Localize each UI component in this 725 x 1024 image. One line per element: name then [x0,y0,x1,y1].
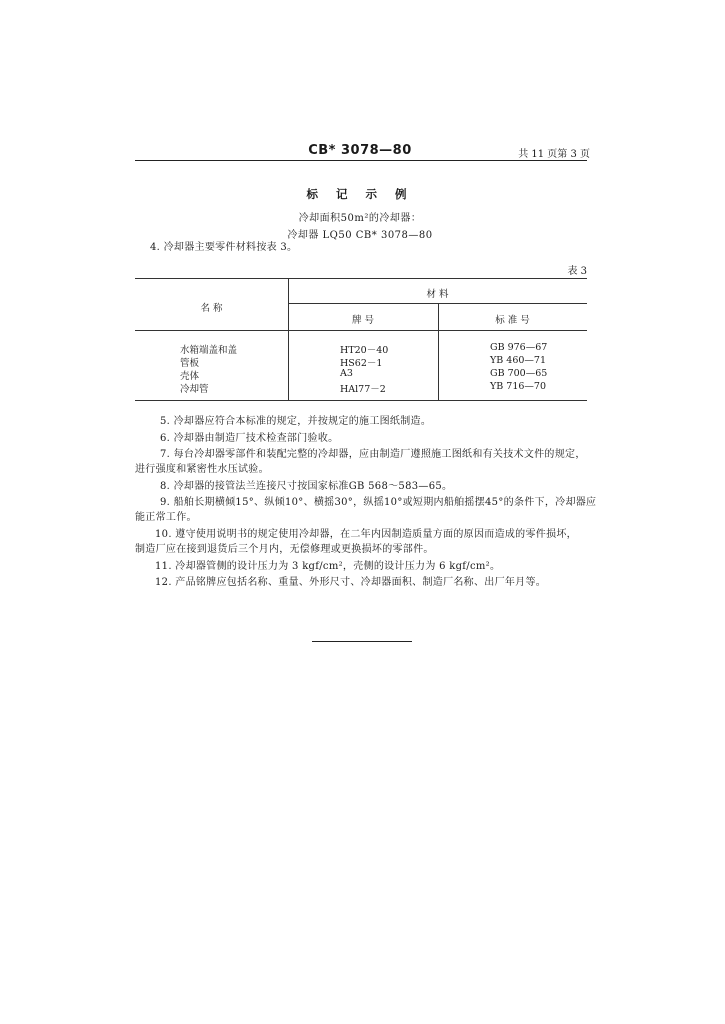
marking-example-line2: 冷却器 LQ50 CB* 3078—80 [287,230,433,241]
clause-7-line2: 进行强度和紧密性水压试验。 [135,464,269,475]
table-row-name: 水箱端盖和盖 [180,345,238,356]
standard-code: CB* 3078—80 [308,143,412,158]
table-row-grade: HS62－1 [340,358,383,369]
table-header-bottom-rule [135,330,587,331]
end-rule [312,641,412,642]
clause-9-line2: 能正常工作。 [135,512,197,523]
clause-10-line2: 制造厂应在接到退货后三个月内，无偿修理或更换损坏的零部件。 [135,544,434,555]
clause-11: 11. 冷却器管侧的设计压力为 3 kgf/cm²，壳侧的设计压力为 6 kgf/cm²。 [155,561,501,572]
clause-4: 4. 冷却器主要零件材料按表 3。 [150,242,298,253]
table-row-grade: HT20－40 [340,345,389,356]
table-header-material: 材 料 [426,289,449,300]
table-label: 表 3 [567,266,587,277]
clause-10-line1: 10. 遵守使用说明书的规定使用冷却器，在二年内因制造质量方面的原因而造成的零件损坏， [155,529,577,540]
clause-9-line1: 9. 船舶长期横倾15°、纵倾10°、横摇30°，纵摇10°或短期内船舶摇摆45°的条件下，冷却器应 [160,497,597,508]
table-header-standard: 标 准 号 [495,315,530,326]
table-row-standard: YB 460—71 [490,355,546,366]
table-row-name: 壳体 [180,371,200,382]
table-bottom-rule [135,400,587,401]
table-row-name: 冷却管 [180,384,209,395]
header-rule [135,160,587,161]
clause-6: 6. 冷却器由制造厂技术检查部门验收。 [160,433,339,444]
table-top-rule [135,278,587,279]
clause-5: 5. 冷却器应符合本标准的规定，并按规定的施工图纸制造。 [160,416,432,427]
table-header-grade: 牌 号 [351,315,375,326]
marking-example-line1: 冷却面积50m²的冷却器： [298,213,422,224]
table-row-grade: HAl77－2 [340,384,386,395]
table-row-standard: GB 976—67 [490,342,548,353]
clause-8: 8. 冷却器的接管法兰连接尺寸按国家标准GB 568～583—65。 [160,481,453,492]
marking-example-title: 标 记 示 例 [306,187,414,201]
clause-7-line1: 7. 每台冷却器零部件和装配完整的冷却器，应由制造厂遵照施工图纸和有关技术文件的规定， [160,449,586,460]
table-row-standard: GB 700—65 [490,368,548,379]
table-row-standard: YB 716—70 [490,381,546,392]
table-header-name: 名 称 [200,303,223,314]
table-row-grade: A3 [340,368,353,379]
clause-12: 12. 产品铭牌应包括名称、重量、外形尺寸、冷却器面积、制造厂名称、出厂年月等。 [155,577,547,588]
page-info: 共 11 页第 3 页 [518,149,590,160]
table-row-name: 管板 [180,358,200,369]
